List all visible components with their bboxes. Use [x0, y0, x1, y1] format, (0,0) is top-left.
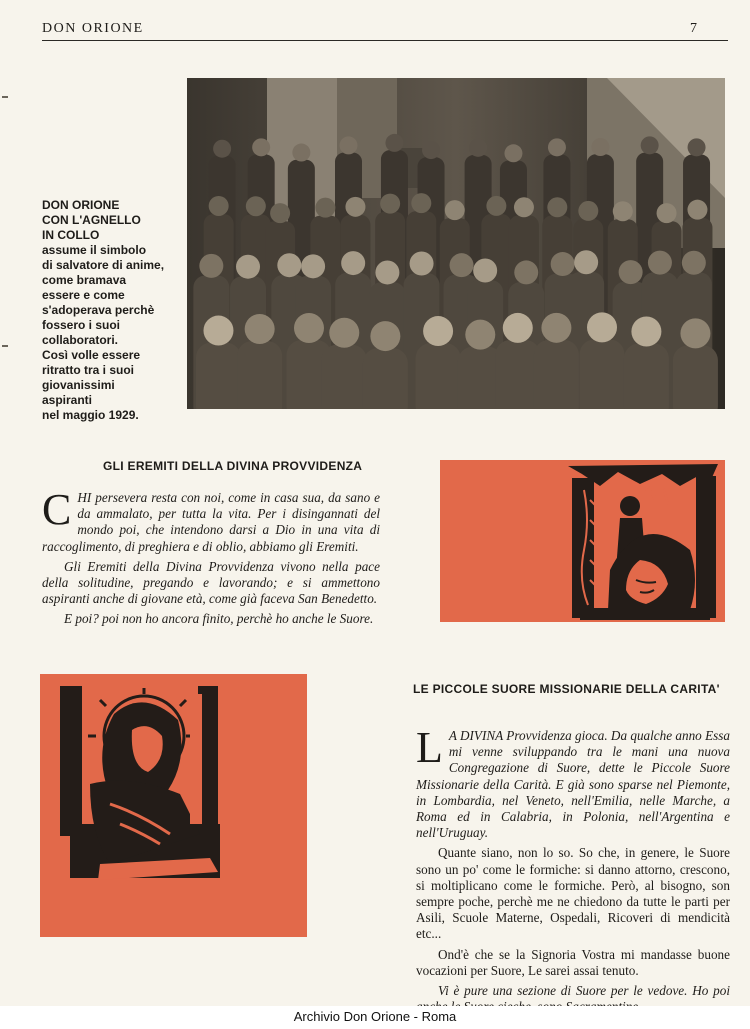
section-heading-eremiti: GLI EREMITI DELLA DIVINA PROVVIDENZA: [103, 459, 363, 473]
figure-head: [410, 252, 434, 276]
caption-line: s'adoperava perchè: [42, 303, 155, 317]
caption-line: assume il simbolo: [42, 243, 147, 257]
figure-head: [213, 140, 231, 158]
figure-head: [375, 260, 399, 284]
figure-head: [411, 193, 431, 213]
figure-head: [465, 320, 495, 350]
caption-line: giovanissimi: [42, 378, 115, 392]
figure-body: [196, 343, 241, 409]
figure-body: [416, 343, 461, 409]
figure-head: [252, 138, 270, 156]
figure-head: [591, 138, 609, 156]
caption-line: come bramava: [42, 273, 127, 287]
figure-head: [292, 144, 310, 162]
figure-head: [315, 198, 335, 218]
figure-head: [641, 136, 659, 154]
figure-head: [574, 250, 598, 274]
caption-line: IN COLLO: [42, 228, 100, 242]
photo-caption: [42, 198, 187, 423]
figure-head: [209, 196, 229, 216]
margin-mark: [2, 345, 8, 347]
figure-body: [495, 340, 540, 409]
caption-line: DON ORIONE: [42, 198, 120, 212]
figure-head: [687, 200, 707, 220]
page-number: 7: [690, 21, 697, 36]
figure-head: [385, 134, 403, 152]
figure-head: [422, 141, 440, 159]
figure-head: [514, 197, 534, 217]
figure-body: [580, 339, 625, 409]
paragraph: Gli Eremiti della Divina Provvidenza vivono nella pace della solitudine, pregando e lavorando; e si ammettono aspiranti anche di giovane età, come già faceva San Benedetto.: [42, 558, 380, 607]
paragraph: Quante siano, non lo so. So che, in genere, le Suore sono un po' come le formiche: si danno attorno, crescono, si moltiplicano come le formiche. Però, al bisogno, son sempre poche, perchè me ne chiedono da tutte le parti per Asili, Scuole Materne, Ospedali, Ricoveri di mendicità etc...: [416, 845, 730, 942]
caption-line: collaboratori.: [42, 333, 119, 347]
figure-head: [648, 251, 672, 275]
group-photograph: [187, 78, 725, 409]
suore-article: [416, 723, 730, 1019]
figure-head: [503, 313, 533, 343]
figure-body: [534, 340, 579, 409]
hermit-illustration: [440, 460, 725, 622]
sister-illustration: [40, 674, 307, 937]
figure-body: [322, 345, 367, 409]
figure-head: [450, 253, 474, 277]
caption-line: ritratto tra i suoi: [42, 363, 135, 377]
figure-head: [380, 194, 400, 214]
paragraph: [42, 485, 380, 555]
figure-head: [619, 260, 643, 284]
figure-head: [578, 201, 598, 221]
figure-head: [486, 196, 506, 216]
figure-head: [548, 138, 566, 156]
paragraph: Vi è pure una sezione di Suore per le vedove. Ho poi: [438, 983, 730, 999]
figure-head: [345, 197, 365, 217]
caption-line: di salvatore di anime,: [42, 258, 165, 272]
caption-line: aspiranti: [42, 393, 93, 407]
figure-head: [294, 313, 324, 343]
figure-head: [301, 254, 325, 278]
figure-head: [504, 144, 522, 162]
figure-head: [340, 136, 358, 154]
caption-line: essere e come: [42, 288, 125, 302]
figure-head: [631, 317, 661, 347]
figure-head: [270, 203, 290, 223]
figure-head: [203, 316, 233, 346]
figure-body: [673, 345, 718, 409]
paragraph-text: A DIVINA Provvidenza gioca. Da qualche anno Essa mi venne sviluppando tra le mani una nuova Congregazione di Suore, dette le Piccole Suore Missionarie della Carità. E già sono sparse nel Piemonte, in Lombardia, nel Veneto, nell'Emilia, nelle Marche, a Roma ed in Calabria, in Polonia, nell'Argentina e nell'Uruguay.: [416, 728, 730, 841]
running-header-title: DON ORIONE: [42, 21, 144, 36]
margin-mark: [2, 96, 8, 98]
figure-body: [624, 344, 669, 409]
header-rule: [42, 40, 728, 41]
figure-head: [423, 316, 453, 346]
paragraph: [416, 723, 730, 841]
figure-head: [657, 203, 677, 223]
figure-head: [680, 318, 710, 348]
drop-cap: C: [42, 485, 72, 534]
figure-head: [246, 196, 266, 216]
paragraph-text: HI persevera resta con noi, come in casa sua, da sano e da ammalato, per tutta la vita. Per i disingannati del mondo poi, che intendono darsi a Dio in una vita di raccoglimento, di preghiera e di oblio, abbiamo gli Eremiti.: [42, 490, 380, 554]
drop-cap: L: [416, 723, 443, 772]
figure-head: [469, 139, 487, 157]
caption-line: CON L'AGNELLO: [42, 213, 141, 227]
paragraph: E poi? poi non ho ancora finito, perchè ho anche le Suore.: [64, 611, 374, 627]
figure-head: [541, 313, 571, 343]
figure-head: [329, 318, 359, 348]
figure-head: [445, 200, 465, 220]
figure-head: [514, 260, 538, 284]
figure-head: [370, 321, 400, 351]
figure-head: [341, 251, 365, 275]
figure-head: [587, 312, 617, 342]
figure-head: [682, 251, 706, 275]
caption-line: Così volle essere: [42, 348, 141, 362]
figure-body: [363, 348, 408, 409]
eremiti-article: [42, 485, 380, 632]
figure-head: [473, 258, 497, 282]
section-heading-suore: LE PICCOLE SUORE MISSIONARIE DELLA CARITA': [413, 682, 720, 696]
figure-body: [237, 341, 282, 409]
figure-head: [245, 314, 275, 344]
caption-line: fossero i suoi: [42, 318, 121, 332]
figure-head: [688, 138, 706, 156]
figure-head: [277, 253, 301, 277]
figure-head: [199, 254, 223, 278]
figure-head: [236, 255, 260, 279]
figure-head: [613, 201, 633, 221]
archive-footer: Archivio Don Orione - Roma: [0, 1006, 750, 1029]
figure-head: [551, 252, 575, 276]
figure-head: [547, 197, 567, 217]
paragraph: Ond'è che se la Signoria Vostra mi mandasse buone vocazioni per Suore, Le sarei assai tenuto.: [416, 946, 730, 978]
caption-line: nel maggio 1929.: [42, 408, 139, 422]
